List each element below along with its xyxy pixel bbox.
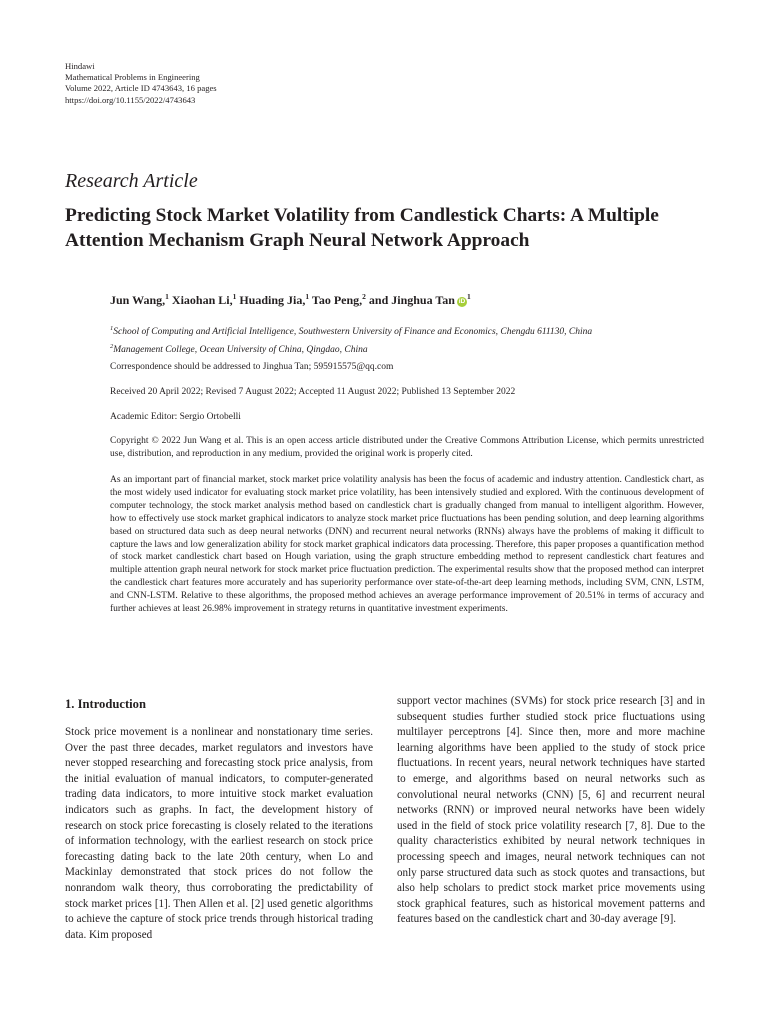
- publication-dates: Received 20 April 2022; Revised 7 August 2022; Accepted 11 August 2022; Published 13 September 2022: [110, 387, 516, 397]
- correspondence-line: Correspondence should be addressed to Jinghua Tan; 595915575@qq.com: [110, 362, 394, 372]
- affiliations: [110, 322, 592, 357]
- doi-link[interactable]: https://doi.org/10.1155/2022/4743643: [65, 94, 196, 105]
- affiliation: $^2$Management College, Ocean University of China, Qingdao, China: [110, 342, 368, 355]
- orcid-icon[interactable]: iD: [458, 298, 466, 305]
- article-type: Research Article: [65, 170, 198, 192]
- volume-line: Volume 2022, Article ID 4743643, 16 pages: [65, 83, 217, 94]
- abstract: As an important part of financial market, stock market price volatility analysis has been the focus of academic and industry attention. Candlestick chart, as the most widely used indicator for evaluating stock market price volatility, has been intensively studied and explored. With the continuous development of computer technology, the stock market analysis method based on candlestick chart is gradually changed from manual to intelligent algorithm. However, how to effectively use stock market graphical indicators to analyze stock market price fluctuations has been pending solution, and deep learning algorithms based on structured data such as deep neural networks (DNN) and recurrent neural networks (RNNs) always have the problems of making it difficult to capture the laws and low generalization ability for stock market graphical indicators data processing. Therefore, this paper proposes a quantification method of stock market candlestick chart based on Hough variation, using the graph structure embedding method to represent candlestick chart features and multiple attention graph neural network for stock market price fluctuation prediction. The experimental results show that the proposed method can interpret the candlestick chart features more accurately and has superiority performance over state-of-the-art deep learning methods, including SVM, CNN, LSTM, and CNN-LSTM. Relative to these algorithms, the proposed method achieves an average performance improvement of 20.51% in terms of accuracy and further achieves at least 26.98% improvement in strategy returns in quantitative investment experiments.: [110, 475, 704, 615]
- author: Huading Jia,$^1$: [239, 292, 310, 307]
- author-list: [110, 292, 471, 308]
- publisher-name: Hindawi: [65, 61, 95, 71]
- author: and Jinghua Tan $iD^1$: [368, 292, 471, 307]
- journal-name: Mathematical Problems in Engineering: [65, 72, 200, 83]
- author: Xiaohan Li,$^1$: [171, 292, 237, 307]
- author: Tao Peng,$^2$: [311, 292, 366, 307]
- body-column-right: support vector machines (SVMs) for stock price research [3] and in subsequent studies further studied stock price fluctuations using multilayer perceptrons [4]. Since then, more and more machine learning algorithms have been applied to the study of stock price fluctuations. In recent years, neural network techniques have started to emerge, and algorithms based on neural networks such as convolutional neural networks (CNN) [5, 6] and recurrent neural networks (RNN) or improved neural networks have been widely used in the field of stock price volatility research [7, 8]. Due to the quality characteristics exhibited by neural network techniques in processing speech and images, neural network techniques can not only parse structured data such as stock quotes and transactions, but also help scholars to predict stock market price movements using stock graphical features, such as historical movement patterns and features based on the candlestick chart and 30-day average [9].: [397, 695, 705, 926]
- section-heading: 1. Introduction: [65, 697, 146, 711]
- body-column-left: Stock price movement is a nonlinear and nonstationary time series. Over the past three decades, market regulators and investors have never stopped researching and forecasting stock price analysis, from the initial evaluation of manual indicators, to computer-generated trading data indicators, to more intuitive stock market evaluation indicators such as graphs. In fact, the development history of research on stock price forecasting is closely related to the iterations of information technology, with the earliest research on stock price forecasting dating back to the late 20th century, when Lo and Mackinlay demonstrated that stock prices do not follow the nonrandom walk theory, thus corroborating the predictability of stock market prices [1]. Then Allen et al. [2] used genetic algorithms to achieve the capture of stock price trends through historical trading data. Kim proposed: [65, 726, 373, 941]
- academic-editor: Academic Editor: Sergio Ortobelli: [110, 412, 241, 422]
- author: Jun Wang,$^1$: [110, 292, 169, 307]
- copyright-notice: Copyright © 2022 Jun Wang et al. This is an open access article distributed under the Creative Commons Attribution License, which permits unrestricted use, distribution, and reproduction in any medium, provided the original work is properly cited.: [110, 436, 704, 459]
- affiliation: $^1$School of Computing and Artificial Intelligence, Southwestern University of Finance and Economics, Chengdu 611130, China: [110, 325, 593, 338]
- paper-title: Predicting Stock Market Volatility from Candlestick Charts: A Multiple Attention Mechanism Graph Neural Network Approach: [65, 205, 659, 251]
- journal-header: [65, 61, 217, 106]
